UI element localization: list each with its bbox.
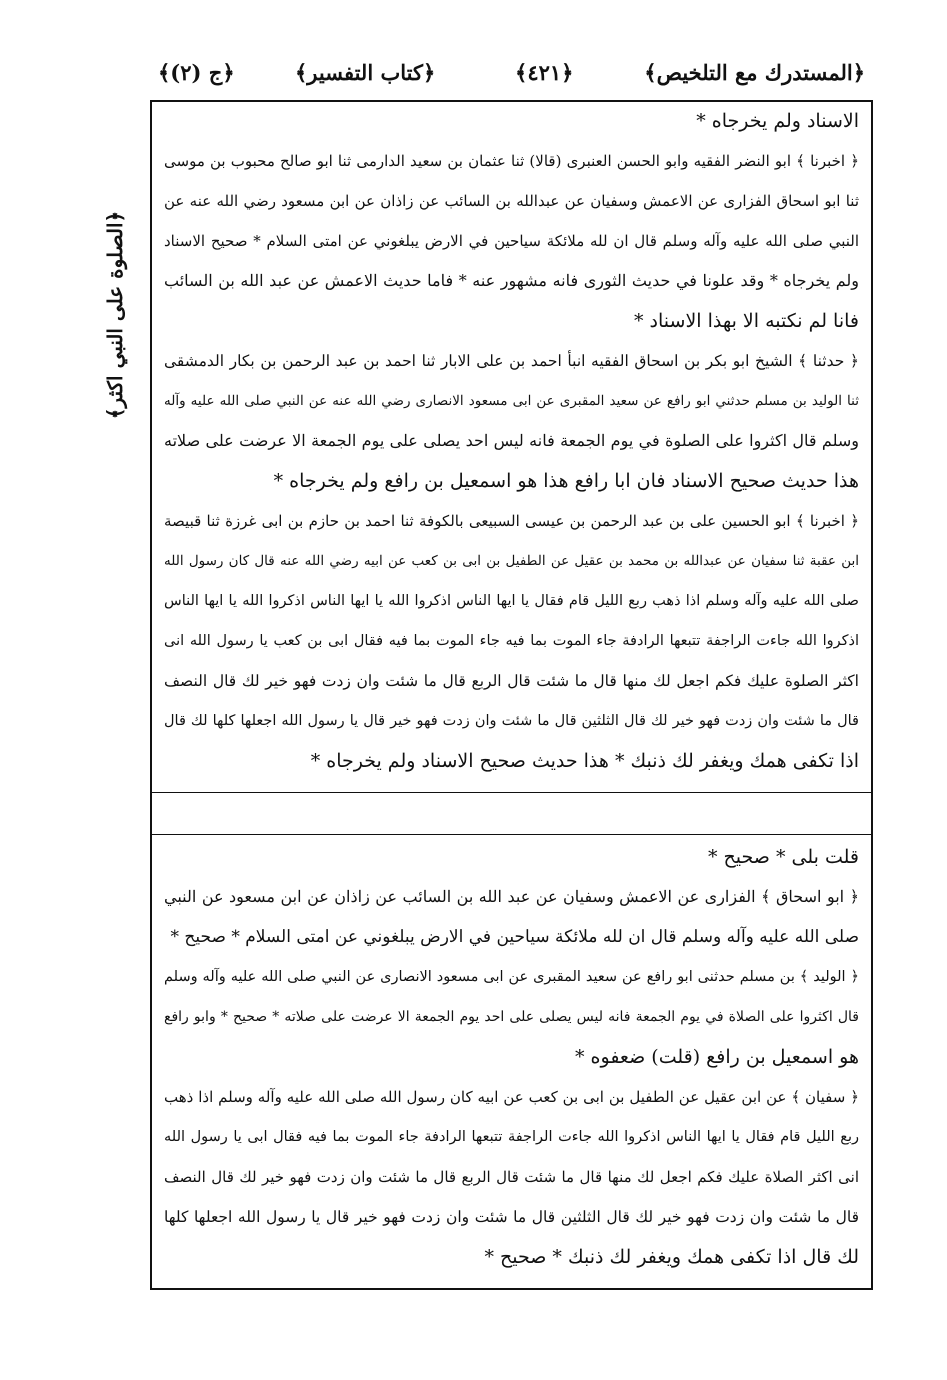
margin-note-text: ﴿الصلوة على النبي اكثر﴾ xyxy=(103,210,127,420)
text-line: ولم يخرجاه * وقد علونا في حديث الثورى فانه مشهور عنه * فاما حديث الاعمش عن عبد الله بن السائب xyxy=(164,271,859,290)
header-page-number: ﴿٤٢١﴾ xyxy=(515,60,574,85)
text-line: اذا تكفى همك ويغفر لك ذنبك * هذا حديث صحيح الاسناد ولم يخرجاه * xyxy=(310,750,859,772)
text-frame xyxy=(150,100,873,1290)
text-line: قال ما شئت وان زدت فهو خير لك قال الثلثين قال ما شئت وان زدت فهو خير قال يا رسول الله اجعلها كلها xyxy=(164,1208,859,1226)
main-text xyxy=(164,108,859,788)
text-line: ﴿ سفيان ﴾ عن ابن عقيل عن الطفيل بن ابى بن كعب عن ابيه كان رسول الله صلى الله عليه وآله وسلم اذا ذهب xyxy=(164,1088,859,1106)
text-line: اذكروا الله جاءت الراجفة تتبعها الرادفة جاء الموت بما فيه جاء الموت بما فيه فقال ابى بن كعب يا رسول الله انى xyxy=(164,633,859,649)
text-line: قال اكثروا على الصلاة في يوم الجمعة فانه ليس يصلى على احد يوم الجمعة الا عرضت على صلاته * صحيح * وابو رافع xyxy=(164,1009,859,1025)
text-line: انى اكثر الصلاة عليك فكم اجعل لك منها قال ما شئت قال الربع قال ما شئت وان زدت فهو خير لك قال النصف xyxy=(164,1168,859,1186)
text-line: الاسناد ولم يخرجاه * xyxy=(696,110,859,132)
text-line: فانا لم نكتبه الا بهذا الاسناد * xyxy=(634,310,859,332)
text-line: لك قال اذا تكفى همك ويغفر لك ذنبك * صحيح * xyxy=(484,1246,859,1268)
text-line: قال ما شئت وان زدت فهو خير لك قال الثلثين قال ما شئت وان زدت فهو خير قال يا رسول الله اجعلها كلها لك قال xyxy=(164,713,859,729)
text-line: اكثر الصلوة عليك فكم اجعل لك منها قال ما شئت قال الربع قال ما شئت وان زدت فهو خير لك قال النصف xyxy=(164,672,859,690)
text-line: صلى الله عليه وآله وسلم اذا ذهب ربع الليل قام فقال يا ايها الناس اذكروا الله يا ايها الناس اذكروا الله يا ايها الناس xyxy=(164,593,859,609)
text-line: وسلم قال اكثروا على الصلوة في يوم الجمعة فانه ليس احد يصلى على يوم الجمعة الا عرضت على صلاته xyxy=(164,431,859,450)
text-line: ﴿ ابو اسحاق ﴾ الفزارى عن الاعمش وسفيان عن عبد الله بن السائب عن زاذان عن ابن مسعود عن النبي xyxy=(164,887,859,906)
separator-rule-bottom xyxy=(152,834,871,835)
margin-note xyxy=(95,190,135,440)
text-line: ثنا الوليد بن مسلم حدثني ابو رافع عن سعيد المقبرى عن ابى مسعود الانصارى رضي الله عنه عن النبي صلى الله عليه وآله xyxy=(164,393,859,409)
summary-text xyxy=(164,844,859,1284)
text-line: ربع الليل قام فقال يا ايها الناس اذكروا الله جاءت الراجفة تتبعها الرادفة جاء الموت بما فيه فقال ابى يا رسول الله xyxy=(164,1129,859,1145)
header-book-title: ﴿كتاب التفسير﴾ xyxy=(295,60,436,85)
text-line: ابن عقبة ثنا سفيان عن عبدالله بن محمد بن عقيل عن الطفيل بن ابى بن كعب عن ابيه رضي الله عنه قال كان رسول الله xyxy=(164,553,859,569)
text-line: صلى الله عليه وآله وسلم قال ان لله ملائكة سياحين في الارض يبلغوني عن امتى السلام * صحيح * xyxy=(170,927,859,947)
page-header xyxy=(150,56,875,100)
text-line: قلت بلى * صحيح * xyxy=(708,846,859,868)
text-line: ﴿ اخبرنا ﴾ ابو النضر الفقيه وابو الحسن العنبرى (قالا) ثنا عثمان بن سعيد الدارمى ثنا ابو صالح محبوب بن موسى xyxy=(164,152,859,170)
text-line: النبي صلى الله عليه وآله وسلم قال ان لله ملائكة سياحين في الارض يبلغوني عن امتى السلام * صحيح الاسناد xyxy=(164,232,859,250)
text-line: ثنا ابو اسحاق الفزارى عن الاعمش وسفيان عن عبدالله بن السائب عن زاذان عن ابن مسعود رضي الله عنه عن xyxy=(164,192,859,210)
text-line: ﴿ الوليد ﴾ بن مسلم حدثنى ابو رافع عن سعيد المقبرى عن ابى مسعود الانصارى عن النبي صلى الله عليه وآله وسلم xyxy=(164,969,859,985)
text-line: هو اسمعيل بن رافع (قلت) ضعفوه * xyxy=(575,1046,859,1068)
text-line: ﴿ حدثنا ﴾ الشيخ ابو بكر بن اسحاق الفقيه انبأ احمد بن على الابار ثنا احمد بن عبد الرحمن بن بكار الدمشقى xyxy=(164,352,859,370)
header-title: ﴿المستدرك مع التلخيص﴾ xyxy=(644,60,865,85)
text-line: ﴿ اخبرنا ﴾ ابو الحسين على بن عبد الرحمن بن عيسى السبيعى بالكوفة ثنا احمد بن حازم بن ابى غرزة ثنا قبيصة xyxy=(164,512,859,530)
text-line: هذا حديث صحيح الاسناد فان ابا رافع هذا هو اسمعيل بن رافع ولم يخرجاه * xyxy=(273,470,859,492)
separator-rule-top xyxy=(152,792,871,793)
header-volume: ﴿ج (٢)﴾ xyxy=(158,60,235,85)
